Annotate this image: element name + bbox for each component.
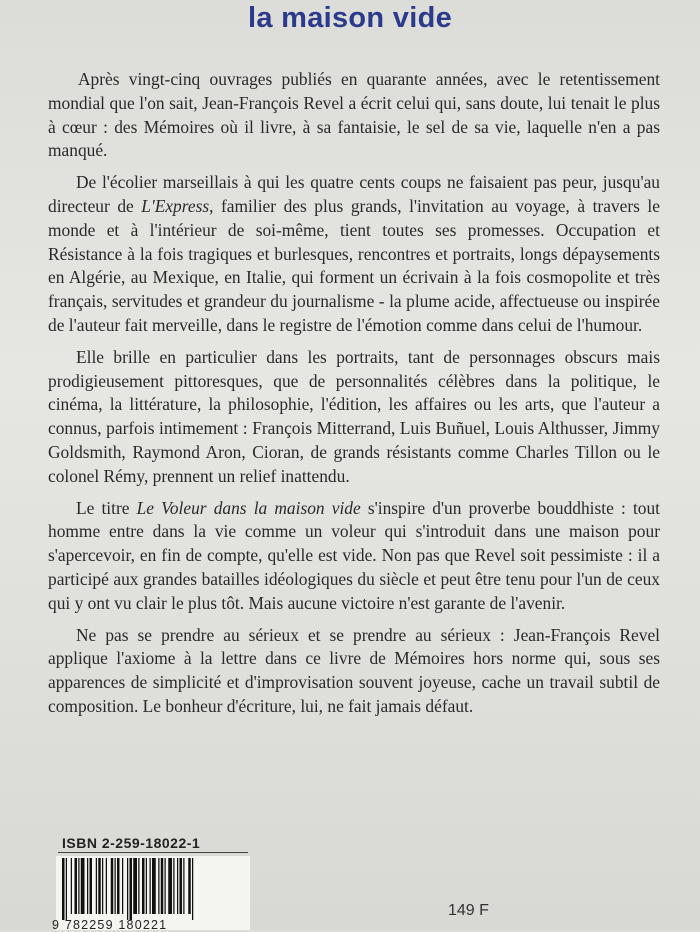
barcode-bar <box>117 858 120 914</box>
paragraph-2-end: , familier des plus grands, l'invitation au voyage, à travers le monde et à l'intérieur de soi-même, tient toutes ses promesses. Occupation et Résistance à la fois tragiques et burlesques, rencontres et portraits, longs dépaysements en Algérie, au Mexique, en Italie, qui forment un écrivain à la fois cosmopolite et très français, servitudes et grandeur du journalisme - la plume acide, affectueuse ou inspirée de l'auteur fait merveille, dans le registre de l'émotion comme dans celui de l'humour. <box>48 195 660 335</box>
barcode-bar <box>66 858 67 920</box>
paragraph-1: Après vingt-cinq ouvrages publiés en quarante années, avec le retentissement mondial que l'on sait, Jean-François Revel a écrit celui qui, sans doute, lui tenait le plus à cœur : des Mémoires où il livre, à sa fantaisie, le sel de sa vie, laquelle n'en a pas manqué. <box>48 69 660 161</box>
paragraph-2 <box>48 171 660 338</box>
barcode-bar <box>78 858 79 914</box>
barcode-bar <box>165 858 166 914</box>
barcode-bar <box>81 858 85 914</box>
barcode-digits: 9 782259 180221 <box>52 918 168 932</box>
barcode-bar <box>188 858 191 914</box>
paragraph-2-start: De l'écolier marseillais à qui les quatre cents coups ne faisaient pas peur, jusqu'au directeur de <box>48 172 660 216</box>
barcode-bar <box>161 858 164 914</box>
barcode-bar <box>127 858 128 920</box>
barcode-bar <box>115 858 116 914</box>
barcode-bar <box>71 858 72 914</box>
barcode-bar <box>62 858 65 920</box>
paragraph-5: Ne pas se prendre au sérieux et se prendre au sérieux : Jean-François Revel applique l'axiome à la lettre dans ce livre de Mémoires hors norme qui, sous ses apparences de simplicité et d'improvisation souvent joyeuse, cache un travail subtil de composition. Le bonheur d'écriture, lui, ne fait jamais défaut. <box>48 624 660 716</box>
barcode-bar <box>138 858 139 914</box>
barcode-bar <box>177 858 178 914</box>
book-title: la maison vide <box>247 2 453 34</box>
paragraph-3: Elle brille en particulier dans les portraits, tant de personnages obscurs mais prodigieusement pittoresques, que de personnalités célèbres dans la politique, le cinéma, la littérature, la philosophie, l'édition, les affaires ou les arts, que l'auteur a connus, parfois intimement : François Mitterrand, Luis Buñuel, Louis Althusser, Jimmy Goldsmith, Raymond Aron, Cioran, de grands résistants comme Charles Tillon ou le colonel Rémy, prennent un relief inattendu. <box>48 346 660 486</box>
barcode-bar <box>183 858 184 914</box>
book-full-title: Le Voleur dans la maison vide <box>136 497 361 518</box>
price: 149 F <box>448 902 489 919</box>
barcode-bar <box>146 858 147 914</box>
barcode-bar <box>133 858 137 914</box>
barcode-bar <box>122 858 123 914</box>
paragraph-4-start: Le titre <box>76 497 137 518</box>
isbn-divider <box>58 852 248 853</box>
barcode-bar <box>111 858 114 914</box>
barcode-bar <box>168 858 172 914</box>
back-cover-text <box>48 68 660 727</box>
barcode-bar <box>142 858 145 914</box>
barcode-bar <box>192 858 193 920</box>
barcode-bar <box>102 858 103 914</box>
barcode-bar <box>96 858 97 914</box>
barcode-bar <box>158 858 159 914</box>
barcode-bar <box>152 858 156 914</box>
isbn-label: ISBN 2-259-18022-1 <box>62 835 201 851</box>
barcode-bar <box>90 858 93 914</box>
barcode-bar <box>106 858 107 914</box>
barcode-bar <box>98 858 101 914</box>
paragraph-4 <box>48 497 660 616</box>
barcode-bar <box>75 858 78 914</box>
barcode-bar <box>87 858 88 914</box>
paragraph-4-end: s'inspire d'un proverbe bouddhiste : tout homme entre dans la vie comme un voleur qui s'introduit dans une maison pour s'apercevoir, en fin de compte, qu'elle est vide. Non pas que Revel soit pessimiste : il a participé aux grandes batailles idéologiques du siècle et peut être tenu pour l'un de ceux qui y ont vu clair le plus tôt. Mais aucune victoire n'est garante de l'avenir. <box>48 497 660 613</box>
barcode-bar <box>180 858 183 914</box>
barcode-bar <box>130 858 133 920</box>
barcode-bar <box>150 858 151 914</box>
magazine-name: L'Express <box>141 195 210 216</box>
barcode-bar <box>173 858 174 914</box>
barcode-icon <box>62 858 244 920</box>
